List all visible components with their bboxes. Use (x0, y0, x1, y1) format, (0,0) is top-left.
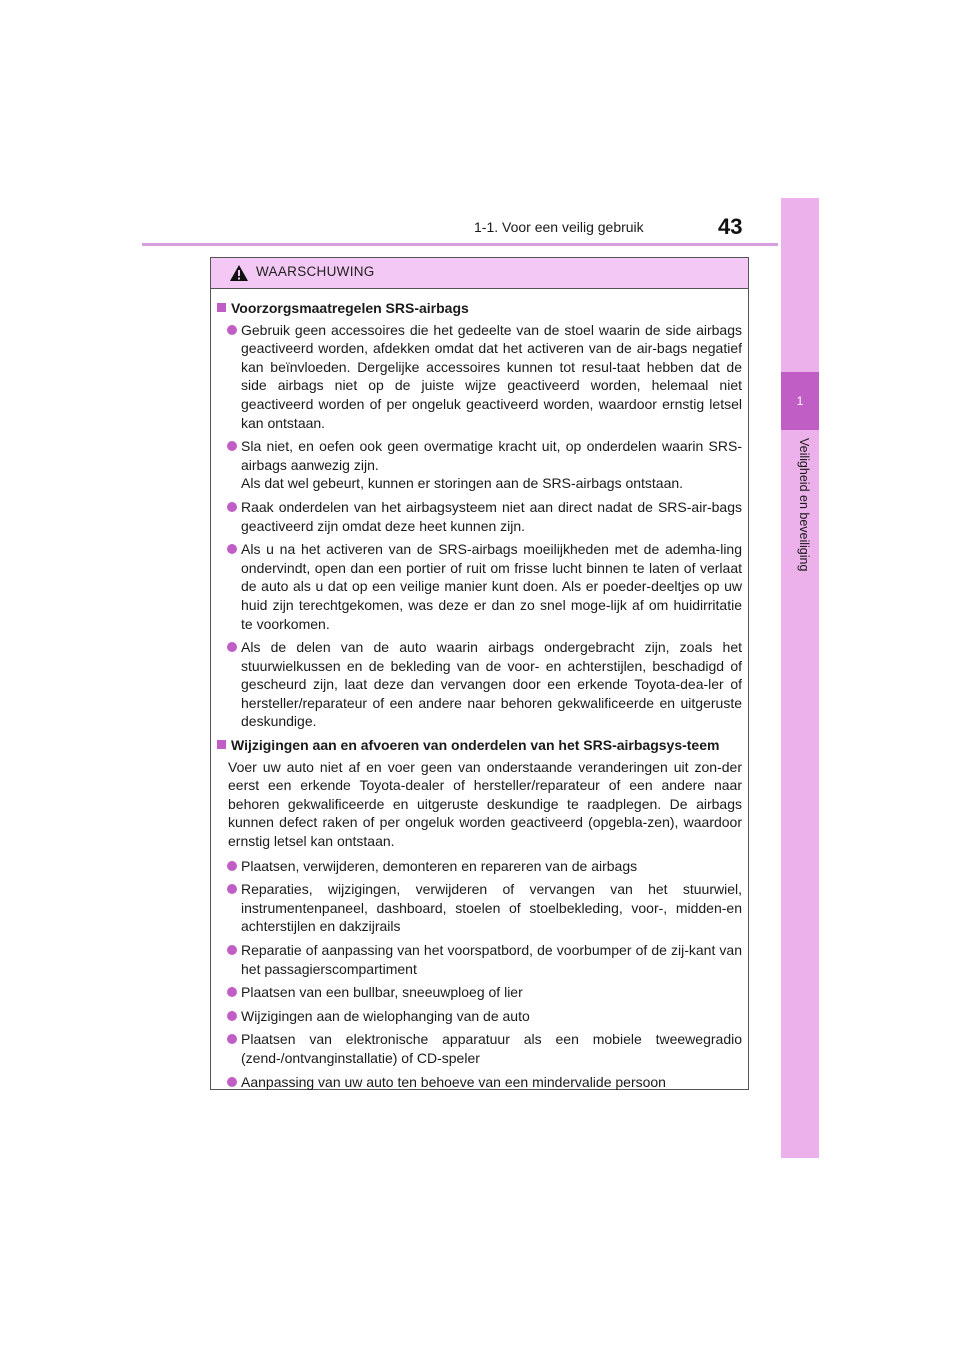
round-bullet-icon (227, 1011, 237, 1021)
warning-box (210, 257, 749, 1090)
list-item (217, 1007, 742, 1026)
side-tab-top (781, 198, 819, 372)
round-bullet-icon (227, 1034, 237, 1044)
list-item (217, 638, 742, 731)
list-item-text: Plaatsen, verwijderen, demonteren en repareren van de airbags (241, 857, 638, 874)
round-bullet-icon (227, 1077, 237, 1087)
chapter-number-tab: 1 (781, 372, 819, 430)
round-bullet-icon (227, 544, 237, 554)
heading-text: Wijzigingen aan en afvoeren van onderdelen van het SRS-airbagsys-teem (231, 737, 720, 754)
list-item-text: Plaatsen van een bullbar, sneeuwploeg of lier (241, 984, 523, 1001)
round-bullet-icon (227, 441, 237, 451)
section-intro: Voer uw auto niet af en voer geen van onderstaande veranderingen uit zon-der eerst een erkende Toyota-dealer of hersteller/reparateur of een andere naar behoren gekwalificeerde en uitgeruste deskundige te raadplegen. De airbags kunnen defect raken of per ongeluk worden geactiveerd (opgebla-zen), waardoor ernstig letsel kan ontstaan. (228, 758, 742, 850)
list-item-text: Plaatsen van elektronische apparatuur als een mobiele tweewegradio (zend-/ontvanginstallatie) of CD-speler (241, 1031, 742, 1066)
square-bullet-icon (217, 303, 226, 312)
list-item-text: Gebruik geen accessoires die het gedeelte van de stoel waarin de side airbags geactiveerd worden, afdekken omdat dat het activeren van de air-bags negatief kan beïnvloeden. Dergelijke accessoires kunnen tot resul-taat hebben dat de side airbags niet op de juiste wijze geactiveerd worden, helemaal niet geactiveerd worden of per ongeluk geactiveerd worden, waardoor ernstig letsel kan ontstaan. (241, 321, 742, 431)
square-bullet-icon (217, 740, 226, 749)
list-item-text-extra: Als dat wel gebeurt, kunnen er storingen aan de SRS-airbags ontstaan. (241, 475, 684, 492)
round-bullet-icon (227, 945, 237, 955)
chapter-title: Veiligheid en beveiliging (797, 438, 811, 572)
warning-body (211, 289, 748, 1091)
warning-header (211, 258, 748, 289)
warning-triangle-icon (229, 264, 249, 282)
list-item (217, 857, 742, 876)
list-item-text: Raak onderdelen van het airbagsysteem niet aan direct nadat de SRS-air-bags geactiveerd zijn omdat deze heet kunnen zijn. (241, 498, 742, 534)
list-item-text: Als de delen van de auto waarin airbags ondergebracht zijn, zoals het stuurwielkussen en de bekleding van de voor- en achterstijlen, beschadigd of gescheurd zijn, laat deze dan vervangen door een erkende Toyota-dea-ler of hersteller/reparateur of een andere naar behoren gekwalificeerde en uitgeruste deskundige. (241, 639, 742, 730)
list-item-text: Sla niet, en oefen ook geen overmatige kracht uit, op onderdelen waarin SRS-airbags aanwezig zijn. (241, 438, 742, 473)
list-item-text: Als u na het activeren van de SRS-airbags moeilijkheden met de ademha-ling ondervindt, open dan een portier of ruit om frisse lucht binnen te laten of verlaat de auto als u dat op een veilige manier kunt doen. Als er poeder-deeltjes op uw huid zijn terechtgekomen, was deze er dan zo snel moge-lijk af om huidirritatie te voorkomen. (241, 541, 742, 632)
page-number: 43 (718, 214, 743, 239)
list-item-text: Reparatie of aanpassing van het voorspatbord, de voorbumper of de zij-kant van het passagierscompartiment (241, 942, 742, 977)
list-item-text: Wijzigingen aan de wielophanging van de auto (241, 1007, 530, 1024)
header-rule (142, 243, 778, 246)
list-item (217, 498, 742, 535)
list-item (217, 941, 742, 978)
heading-text: Voorzorgsmaatregelen SRS-airbags (231, 300, 469, 316)
list-item (217, 437, 742, 493)
section-label: 1-1. Voor een veilig gebruik (474, 219, 644, 235)
list-item (217, 983, 742, 1002)
list-item (217, 1030, 742, 1067)
round-bullet-icon (227, 642, 237, 652)
list-item-text: Reparaties, wijzigingen, verwijderen of vervangen van het stuurwiel, instrumentenpaneel, dashboard, stoelen of stoelbekleding, voor-, midden-en achterstijlen en dakzijrails (241, 881, 742, 935)
round-bullet-icon (227, 861, 237, 871)
section-heading (217, 299, 742, 318)
list-item (217, 1073, 742, 1092)
list-item (217, 321, 742, 433)
list-item-text: Aanpassing van uw auto ten behoeve van een mindervalide persoon (241, 1073, 666, 1090)
round-bullet-icon (227, 987, 237, 997)
section-heading (217, 736, 742, 755)
round-bullet-icon (227, 884, 237, 894)
round-bullet-icon (227, 325, 237, 335)
warning-title: WAARSCHUWING (256, 264, 375, 279)
list-item (217, 880, 742, 936)
list-item (217, 540, 742, 633)
round-bullet-icon (227, 502, 237, 512)
